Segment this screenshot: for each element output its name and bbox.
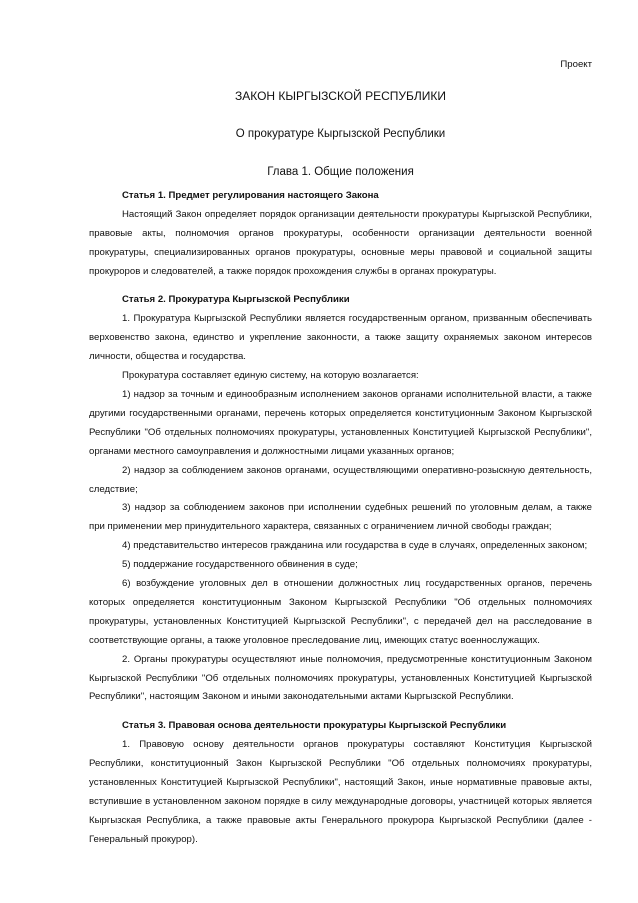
- article-paragraph: 4) представительство интересов гражданина или государства в суде в случаях, определенных законом;: [122, 540, 588, 552]
- article-heading: Статья 1. Предмет регулирования настоящего Закона: [122, 189, 379, 201]
- article-paragraph: Настоящий Закон определяет порядок организации деятельности прокуратуры Кыргызской Республики, правовые акты, полномочия органов прокуратуры, особенности организации деятельности военной прокуратуры, специализированных органов прокуратуры, основные меры правовой и социальной защиты прокуроров и следователей, а также порядок прохождения службы в органах прокуратуры.: [89, 208, 592, 277]
- article-paragraph: 1) надзор за точным и единообразным исполнением законов органами исполнительной власти, а также другими государственными органами, перечень которых определяется конституционным Законом Кыргызской Республики "Об отдельных полномочиях прокуратуры, установленных Конституцией Кыргызской Республики", органами местного самоуправления и должностными лицами указанных органов;: [89, 388, 592, 457]
- article-paragraph: 1. Прокуратура Кыргызской Республики является государственным органом, призванным обеспечивать верховенство закона, единство и укрепление законности, а также защиту охраняемых законом интересов личности, общества и государства.: [89, 313, 592, 363]
- article-heading: Статья 3. Правовая основа деятельности прокуратуры Кыргызской Республики: [122, 720, 507, 732]
- article-paragraph: 6) возбуждение уголовных дел в отношении должностных лиц государственных органов, перечень которых определяется конституционным Законом Кыргызской Республики "Об отдельных полномочиях прокуратуры, установленных Конституцией Кыргызской Республики", с передачей дел на расследование в соответствующие органы, а также уголовное преследование лиц, имеющих статус военнослужащих.: [89, 578, 592, 646]
- law-subtitle: О прокуратуре Кыргызской Республики: [235, 127, 446, 140]
- article-paragraph: Прокуратура составляет единую систему, на которую возлагается:: [122, 370, 419, 382]
- chapter-title: Глава 1. Общие положения: [267, 165, 414, 178]
- article-paragraph: 2. Органы прокуратуры осуществляют иные полномочия, предусмотренные конституционным Законом Кыргызской Республики "Об отдельных полномочиях прокуратуры, установленных Конституцией Кыргызской Республики", настоящим Законом и иными законодательными актами Кыргызской Республики.: [89, 653, 592, 703]
- article-paragraph: 5) поддержание государственного обвинения в суде;: [122, 559, 358, 571]
- article-heading: Статья 2. Прокуратура Кыргызской Республики: [122, 294, 350, 306]
- draft-label: Проект: [560, 59, 592, 70]
- article-paragraph: 2) надзор за соблюдением законов органами, осуществляющими оперативно-розыскную деятельность, следствие;: [89, 464, 592, 495]
- article-paragraph: 3) надзор за соблюдением законов при исполнении судебных решений по уголовным делам, а также при применении мер принудительного характера, связанных с ограничением личной свободы граждан;: [89, 502, 592, 533]
- article-paragraph: 1. Правовую основу деятельности органов прокуратуры составляют Конституция Кыргызской Республики, конституционный Закон Кыргызской Республики "Об отдельных полномочиях прокуратуры, установленных Конституцией Кыргызской Республики", настоящий Закон, иные нормативные правовые акты, вступившие в установленном законом порядке в силу международные договоры, участницей которых является Кыргызская Республика, а также правовые акты Генерального прокурора Кыргызской Республики (далее - Генеральный прокурор).: [89, 739, 592, 845]
- law-title: ЗАКОН КЫРГЫЗСКОЙ РЕСПУБЛИКИ: [234, 88, 447, 103]
